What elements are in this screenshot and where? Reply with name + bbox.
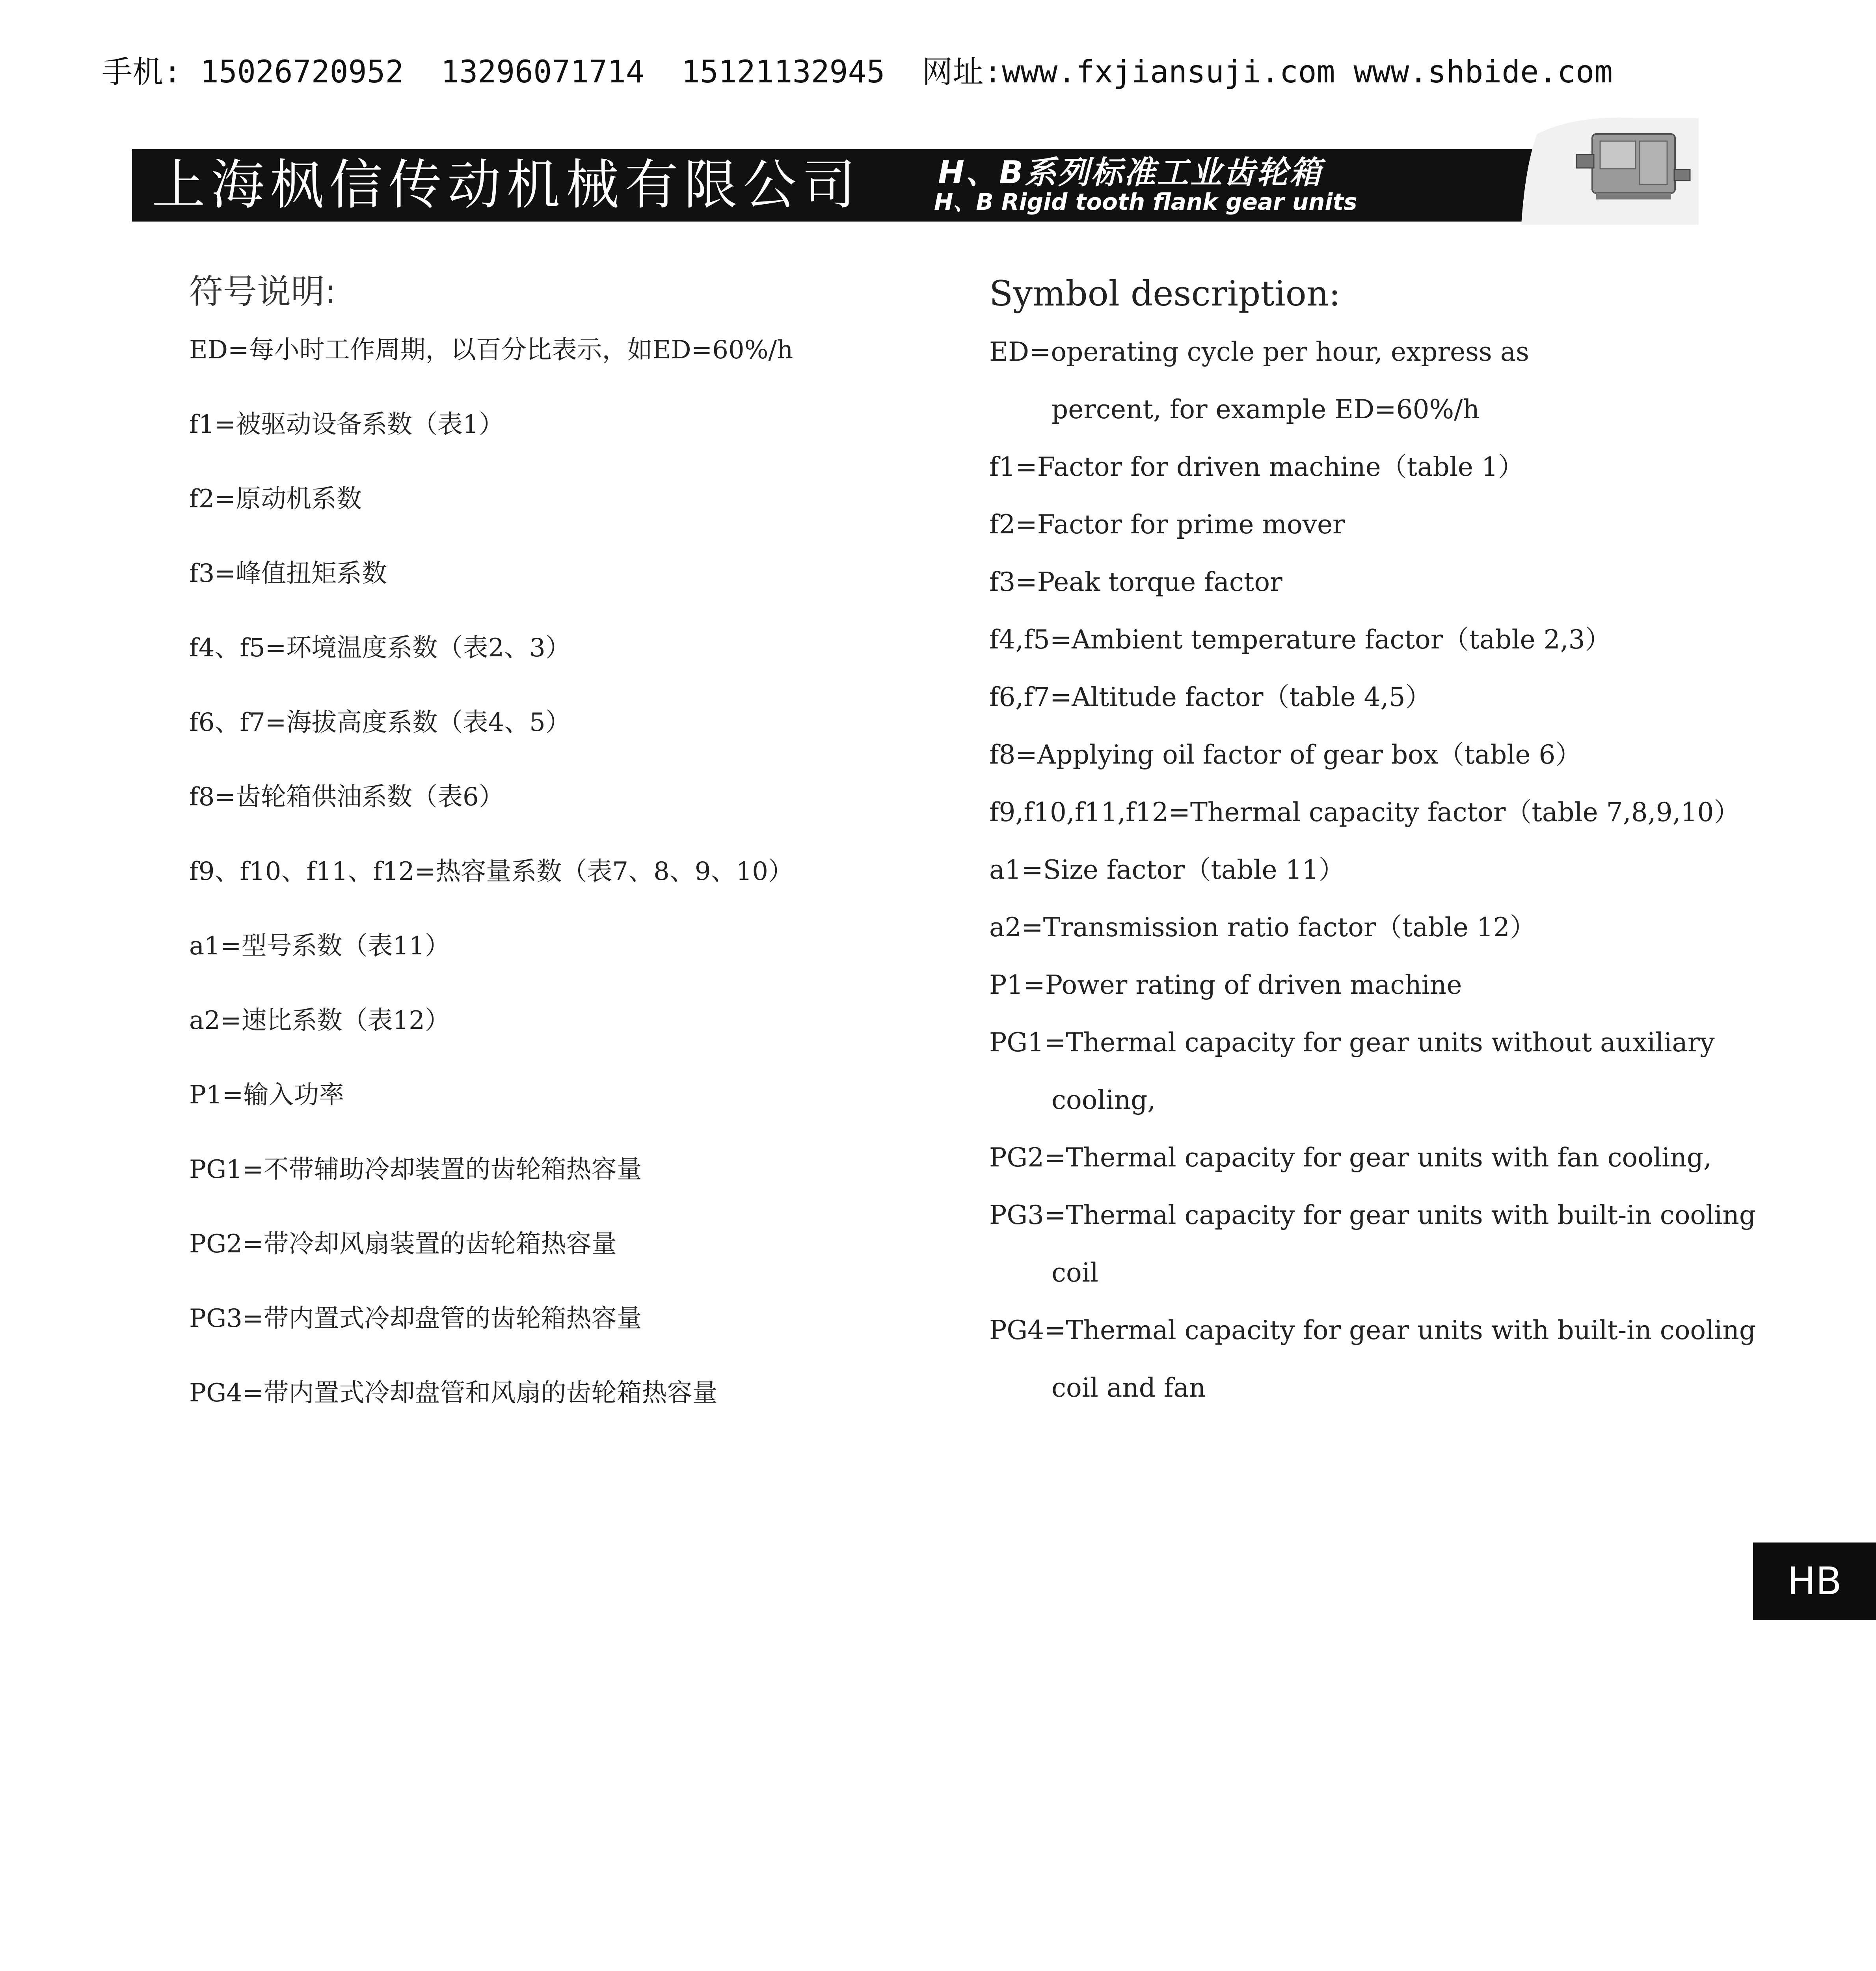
cn-item: f2=原动机系数: [189, 484, 362, 514]
cn-item: f6、f7=海拔高度系数（表4、5）: [189, 708, 571, 737]
en-item: [989, 323, 1699, 438]
heading-cn: 符号说明:: [189, 272, 336, 311]
series-title-cn: H、B系列标准工业齿轮箱: [938, 154, 1323, 191]
cn-item: f1=被驱动设备系数（表1）: [189, 410, 504, 439]
en-item-line: f9,f10,f11,f12=Thermal capacity factor（table 7,8,9,10）: [989, 797, 1740, 827]
cn-item: a2=速比系数（表12）: [189, 1006, 450, 1035]
cn-item: ED=每小时工作周期，以百分比表示，如ED=60%/h: [189, 335, 793, 365]
en-item: [989, 784, 1740, 841]
en-item: [989, 726, 1699, 784]
gear-unit-photo: [1521, 110, 1699, 225]
en-item: [989, 1187, 1756, 1302]
en-item: [989, 841, 1699, 899]
cn-item: PG1=不带辅助冷却装置的齿轮箱热容量: [189, 1155, 642, 1184]
en-item-line: PG1=Thermal capacity for gear units without auxiliary: [989, 1027, 1715, 1058]
en-item-continuation: percent, for example ED=60%/h: [1052, 394, 1480, 425]
en-item-line: f1=Factor for driven machine（table 1）: [989, 452, 1524, 482]
cn-item: P1=输入功率: [189, 1081, 344, 1110]
en-item: [989, 899, 1699, 956]
symbol-list-en: [989, 260, 1756, 1417]
en-item-line: P1=Power rating of driven machine: [989, 970, 1462, 1000]
cn-item: f8=齿轮箱供油系数（表6）: [189, 782, 504, 812]
cn-item: f4、f5=环境温度系数（表2、3）: [189, 633, 571, 663]
cn-item: PG2=带冷却风扇装置的齿轮箱热容量: [189, 1230, 617, 1259]
en-item: [989, 956, 1699, 1014]
en-item-line: f2=Factor for prime mover: [989, 509, 1345, 540]
en-item: [989, 1302, 1756, 1417]
en-item-line: f4,f5=Ambient temperature factor（table 2,3）: [989, 624, 1611, 655]
en-item-line: PG2=Thermal capacity for gear units with fan cooling,: [989, 1142, 1712, 1173]
contact-line: 手机: 15026720952 13296071714 15121132945 网址:www.fxjiansuji.com www.shbide.com: [102, 54, 1613, 90]
cn-item: f3=峰值扭矩系数: [189, 559, 387, 588]
en-item-line: f8=Applying oil factor of gear box（table 6）: [989, 740, 1582, 770]
en-item: [989, 1014, 1715, 1129]
en-item-line: PG4=Thermal capacity for gear units with built-in cooling: [989, 1315, 1756, 1345]
en-item-continuation: coil: [1052, 1257, 1098, 1288]
company-name: 上海枫信传动机械有限公司: [152, 154, 861, 216]
cn-item: f9、f10、f11、f12=热容量系数（表7、8、9、10）: [189, 857, 793, 886]
series-title-en: H、B Rigid tooth flank gear units: [934, 188, 1357, 215]
en-item: [989, 611, 1699, 669]
en-item-continuation: cooling,: [1052, 1085, 1156, 1115]
cn-item: PG3=带内置式冷却盘管的齿轮箱热容量: [189, 1304, 642, 1333]
symbol-list-cn: [189, 260, 938, 1452]
en-item-line: ED=operating cycle per hour, express as: [989, 337, 1529, 367]
en-item: [989, 496, 1699, 553]
en-item-line: a2=Transmission ratio factor（table 12）: [989, 912, 1536, 943]
en-item: [989, 553, 1699, 611]
section-tab-hb: HB: [1753, 1543, 1876, 1620]
en-item: [989, 669, 1699, 726]
en-item-line: PG3=Thermal capacity for gear units with built-in cooling: [989, 1200, 1756, 1230]
en-item-line: f6,f7=Altitude factor（table 4,5）: [989, 682, 1431, 712]
en-item-continuation: coil and fan: [1052, 1373, 1206, 1403]
cn-item: PG4=带内置式冷却盘管和风扇的齿轮箱热容量: [189, 1379, 718, 1408]
en-item-line: a1=Size factor（table 11）: [989, 855, 1345, 885]
en-item-line: f3=Peak torque factor: [989, 567, 1282, 597]
en-item: [989, 438, 1699, 496]
heading-en: Symbol description:: [989, 273, 1341, 314]
cn-item: a1=型号系数（表11）: [189, 931, 450, 961]
en-item: [989, 1129, 1712, 1187]
